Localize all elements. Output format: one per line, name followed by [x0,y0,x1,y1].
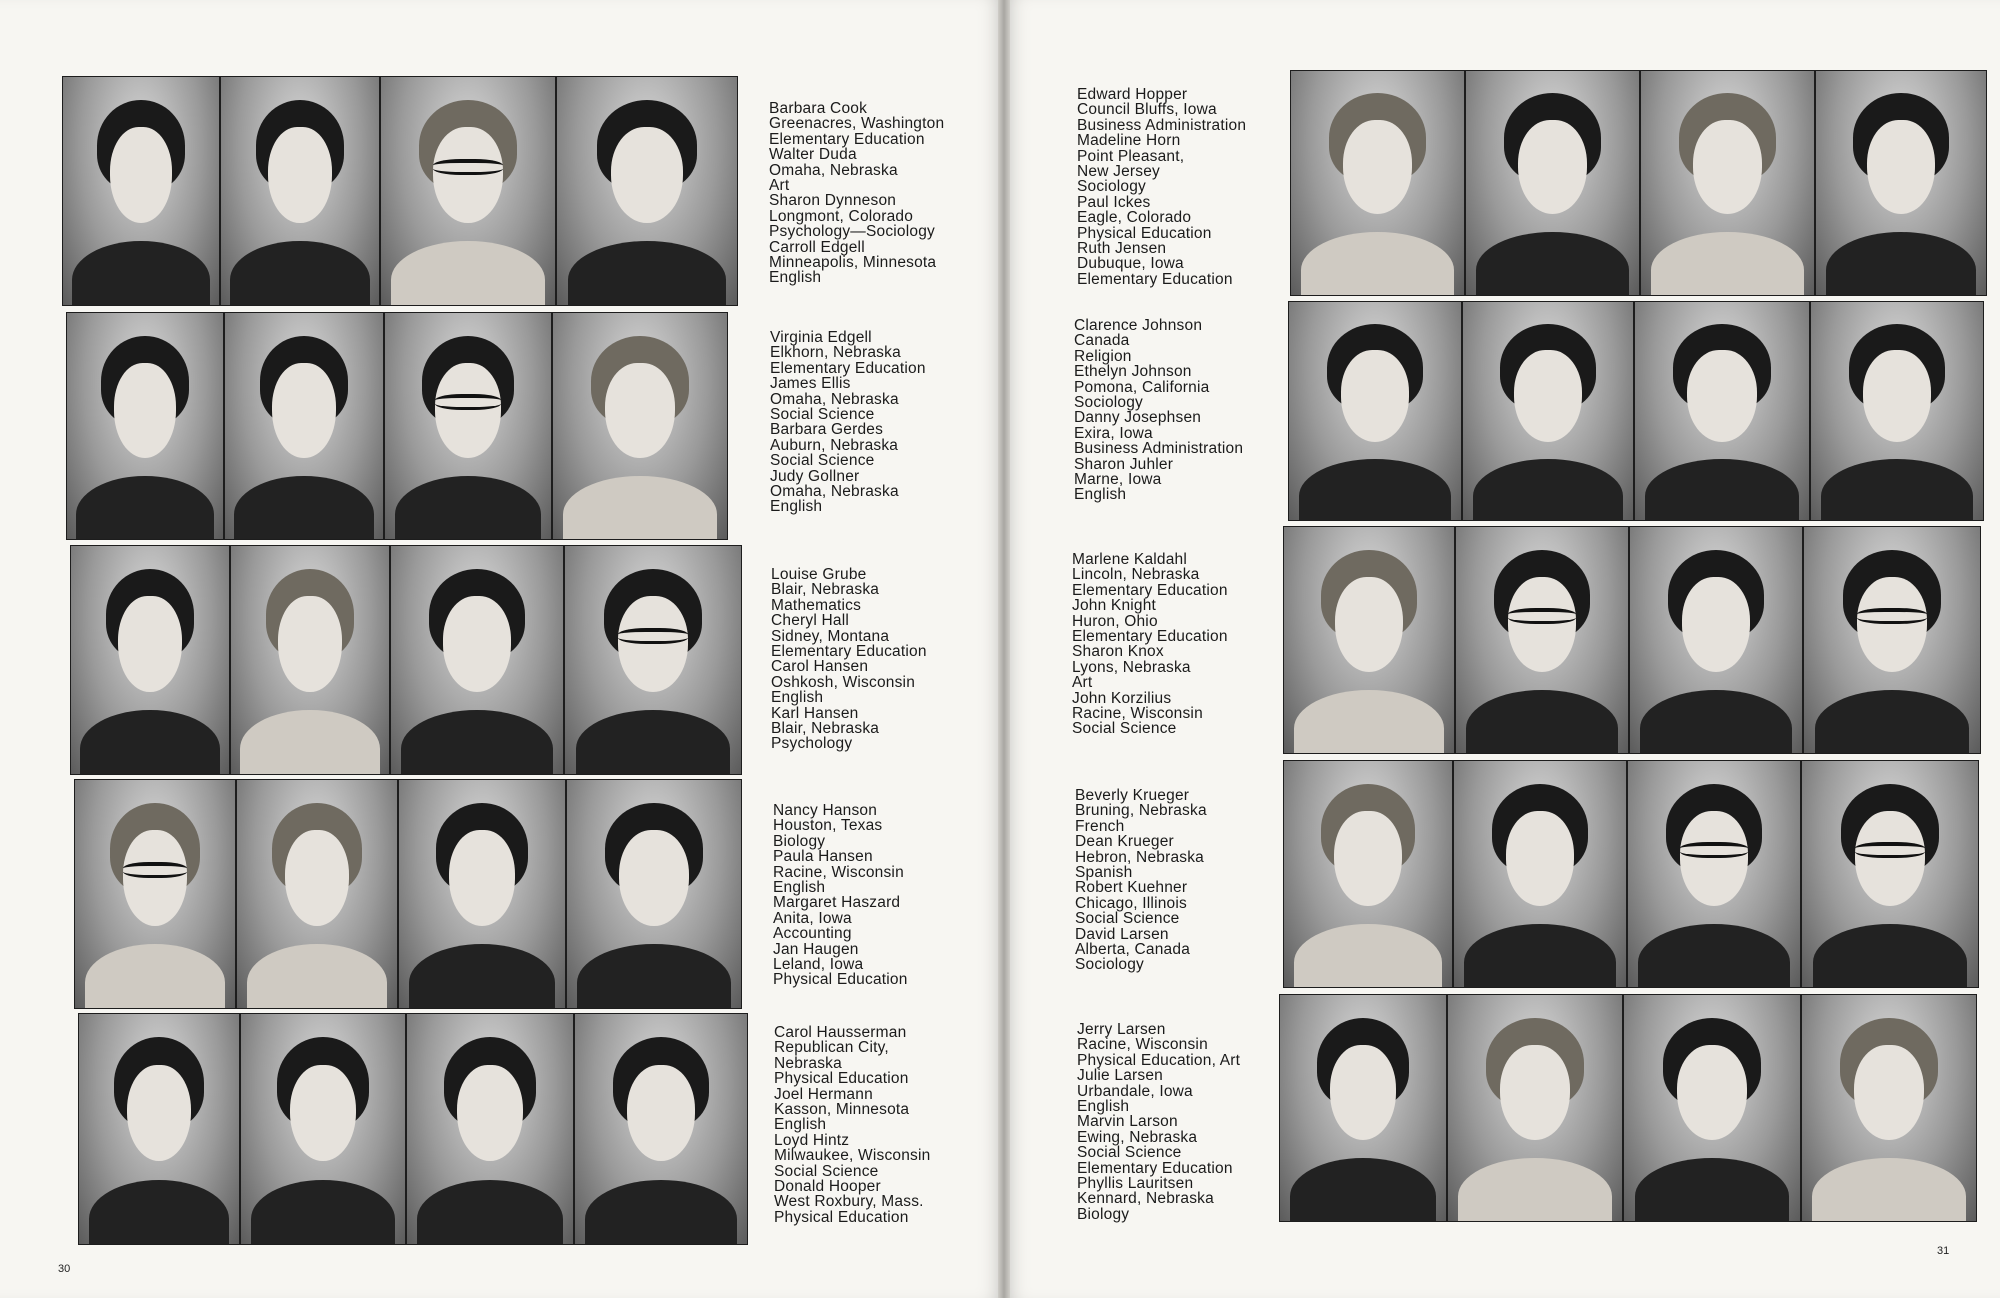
caption-line: Spanish [1075,864,1133,882]
caption-line: Anita, Iowa [773,909,852,927]
portrait-photo [220,76,380,306]
portrait-photo [398,779,566,1009]
caption-line: English [769,269,822,287]
caption-line: Social Science [1072,720,1177,738]
portrait-photo [1801,994,1977,1222]
caption-line: Ewing, Nebraska [1077,1128,1198,1146]
caption-line: Longmont, Colorado [769,207,914,225]
right-row-1 [1290,70,1987,296]
portrait-photo [78,1013,240,1245]
caption-line: Physical Education [773,971,908,989]
caption-line: Physical Education, Art [1077,1051,1241,1069]
caption-line: John Korzilius [1072,689,1172,707]
portrait-photo [1815,70,1987,296]
portrait-photo [1447,994,1623,1222]
caption-line: Barbara Cook [769,100,868,117]
caption-line: Marvin Larson [1077,1113,1178,1131]
portrait-photo [1640,70,1815,296]
caption-line: Exira, Iowa [1074,424,1153,442]
caption-line: Louise Grube [771,566,867,583]
caption-line: Biology [1077,1205,1130,1223]
caption-line: Omaha, Nebraska [770,483,899,501]
caption-line: Psychology [771,735,853,753]
caption-line: Eagle, Colorado [1077,209,1192,227]
caption-line: John Knight [1072,597,1157,615]
caption-line: Sharon Dynneson [769,192,897,210]
portrait-photo [1801,760,1979,988]
caption-line: Sidney, Montana [771,627,890,645]
caption-line: Sociology [1077,178,1147,196]
caption-line: Milwaukee, Wisconsin [774,1147,931,1165]
caption-line: Psychology—Sociology [769,223,935,241]
caption-line: English [771,689,824,707]
caption-line: Elementary Education [1072,581,1228,599]
caption-line: Oshkosh, Wisconsin [771,673,916,691]
caption-line: English [774,1116,827,1134]
caption-block [1077,1022,1240,1222]
caption-line: English [1077,1098,1130,1116]
portrait-photo [230,545,390,775]
caption-line: French [1075,817,1125,835]
caption-line: Auburn, Nebraska [770,436,899,454]
page-gutter [998,0,1010,1298]
portrait-photo [62,76,220,306]
caption-line: Elementary Education [770,359,926,377]
caption-line: Business Administration [1074,440,1244,458]
caption-line: Blair, Nebraska [771,720,880,738]
caption-line: Phyllis Lauritsen [1077,1175,1194,1193]
caption-line: Biology [773,832,826,850]
caption-line: Jan Haugen [773,940,859,958]
caption-line: Social Science [774,1162,879,1180]
caption-line: Danny Josephsen [1074,409,1202,427]
caption-line: Barbara Gerdes [770,421,884,439]
caption-line: Marlene Kaldahl [1072,551,1188,568]
caption-line: Cheryl Hall [771,612,849,630]
right-row-5 [1279,994,1977,1222]
page-number: 30 [58,1263,71,1275]
portrait-photo [1465,70,1640,296]
caption-line: New Jersey [1077,163,1160,181]
portrait-photo [1290,70,1465,296]
portrait-photo [70,545,230,775]
portrait-photo [556,76,738,306]
caption-line: Council Bluffs, Iowa [1077,101,1217,119]
portrait-photo [1455,526,1629,754]
caption-line: Art [1072,674,1093,692]
caption-line: Lyons, Nebraska [1072,658,1191,676]
caption-line: Paul Ickes [1077,193,1151,211]
caption-line: Minneapolis, Minnesota [769,254,937,272]
caption-line: Chicago, Illinois [1075,894,1187,912]
caption-line: Bruning, Nebraska [1075,802,1207,820]
caption-line: Mathematics [771,596,862,614]
caption-line: Clarence Johnson [1074,317,1203,334]
caption-line: Art [769,177,790,195]
portrait-photo [66,312,224,540]
caption-line: Physical Education [1077,224,1212,242]
caption-line: Carol Hausserman [774,1024,907,1041]
left-row-4 [74,779,742,1009]
caption-line: Jerry Larsen [1077,1021,1166,1038]
caption-line: Nebraska [774,1054,842,1072]
caption-line: Elementary Education [769,130,925,148]
portrait-photo [1810,301,1984,521]
portrait-photo [1623,994,1801,1222]
caption-line: Joel Hermann [774,1085,873,1103]
caption-line: Beverly Krueger [1075,787,1190,804]
caption-block [771,567,927,752]
caption-line: Hebron, Nebraska [1075,848,1204,866]
caption-line: Point Pleasant, [1077,147,1185,165]
caption-line: English [770,498,823,516]
caption-line: Loyd Hintz [774,1131,850,1149]
caption-line: Sharon Knox [1072,643,1164,661]
portrait-photo [236,779,398,1009]
caption-block [769,101,944,286]
caption-line: Paula Hansen [773,848,873,866]
caption-line: Canada [1074,332,1130,350]
caption-block [1077,87,1246,287]
caption-line: Virginia Edgell [770,329,872,346]
portrait-photo [1453,760,1627,988]
caption-line: Greenacres, Washington [769,115,945,133]
portrait-photo [1283,760,1453,988]
right-row-2 [1288,301,1984,521]
right-row-3 [1283,526,1981,754]
caption-line: Ethelyn Johnson [1074,363,1192,381]
caption-line: Omaha, Nebraska [769,161,898,179]
portrait-photo [384,312,552,540]
portrait-photo [1283,526,1455,754]
caption-line: Huron, Ohio [1072,612,1158,630]
caption-line: Social Science [770,406,875,424]
portrait-photo [406,1013,574,1245]
caption-line: Donald Hooper [774,1178,881,1196]
caption-line: Elementary Education [1072,628,1228,646]
portrait-photo [1627,760,1801,988]
portrait-photo [1462,301,1634,521]
portrait-photo [566,779,742,1009]
right-row-4 [1283,760,1979,988]
caption-line: Omaha, Nebraska [770,390,899,408]
caption-line: Racine, Wisconsin [1077,1036,1208,1054]
portrait-photo [74,779,236,1009]
caption-line: Nancy Hanson [773,802,878,819]
caption-line: Social Science [1077,1144,1182,1162]
caption-line: Carroll Edgell [769,238,865,256]
caption-line: Elementary Education [771,643,927,661]
caption-line: Urbandale, Iowa [1077,1082,1193,1100]
caption-line: Lincoln, Nebraska [1072,566,1200,584]
portrait-photo [552,312,728,540]
caption-line: Judy Gollner [770,467,860,485]
caption-line: Business Administration [1077,116,1247,134]
caption-line: Republican City, [774,1039,889,1057]
portrait-photo [1629,526,1803,754]
portrait-photo [1803,526,1981,754]
caption-line: Social Science [770,452,875,470]
caption-block [770,330,926,515]
caption-line: Karl Hansen [771,704,859,722]
caption-line: Physical Education [774,1208,909,1226]
caption-line: Leland, Iowa [773,956,864,974]
caption-line: Kasson, Minnesota [774,1101,910,1119]
caption-line: Racine, Wisconsin [773,863,904,881]
portrait-photo [240,1013,406,1245]
caption-block [1072,552,1228,737]
caption-line: Julie Larsen [1077,1067,1163,1085]
caption-line: West Roxbury, Mass. [774,1193,924,1211]
caption-line: Walter Duda [769,146,857,164]
caption-line: Blair, Nebraska [771,581,880,599]
caption-line: Marne, Iowa [1074,471,1162,489]
caption-line: Sociology [1074,394,1144,412]
caption-line: Racine, Wisconsin [1072,705,1203,723]
caption-line: English [1074,486,1127,504]
caption-line: Edward Hopper [1077,86,1188,103]
caption-line: Social Science [1075,910,1180,928]
left-row-1 [62,76,738,306]
caption-line: Elementary Education [1077,270,1233,288]
caption-line: Sociology [1075,956,1145,974]
caption-line: Kennard, Nebraska [1077,1190,1214,1208]
portrait-photo [574,1013,748,1245]
caption-block [1075,788,1207,973]
caption-line: English [773,879,826,897]
caption-block [773,803,908,988]
portrait-photo [1634,301,1810,521]
portrait-photo [390,545,564,775]
caption-line: David Larsen [1075,925,1169,943]
caption-block [1074,318,1243,503]
caption-line: Alberta, Canada [1075,941,1191,959]
portrait-photo [564,545,742,775]
left-row-2 [66,312,728,540]
page-number: 31 [1937,1245,1950,1257]
portrait-photo [1279,994,1447,1222]
caption-line: Madeline Horn [1077,132,1181,150]
portrait-photo [380,76,556,306]
caption-line: Ruth Jensen [1077,240,1167,258]
caption-line: Dubuque, Iowa [1077,255,1184,273]
caption-line: Sharon Juhler [1074,455,1174,473]
caption-line: Physical Education [774,1070,909,1088]
caption-line: Elkhorn, Nebraska [770,344,901,362]
caption-line: Robert Kuehner [1075,879,1188,897]
left-row-5 [78,1013,748,1245]
caption-line: Accounting [773,925,852,943]
caption-line: Houston, Texas [773,817,883,835]
caption-line: Carol Hansen [771,658,869,676]
caption-block [774,1025,930,1225]
caption-line: Religion [1074,347,1132,365]
caption-line: James Ellis [770,375,851,393]
caption-line: Pomona, California [1074,378,1210,396]
left-row-3 [70,545,742,775]
portrait-photo [224,312,384,540]
caption-line: Elementary Education [1077,1159,1233,1177]
portrait-photo [1288,301,1462,521]
caption-line: Dean Krueger [1075,833,1174,851]
caption-line: Margaret Haszard [773,894,901,912]
